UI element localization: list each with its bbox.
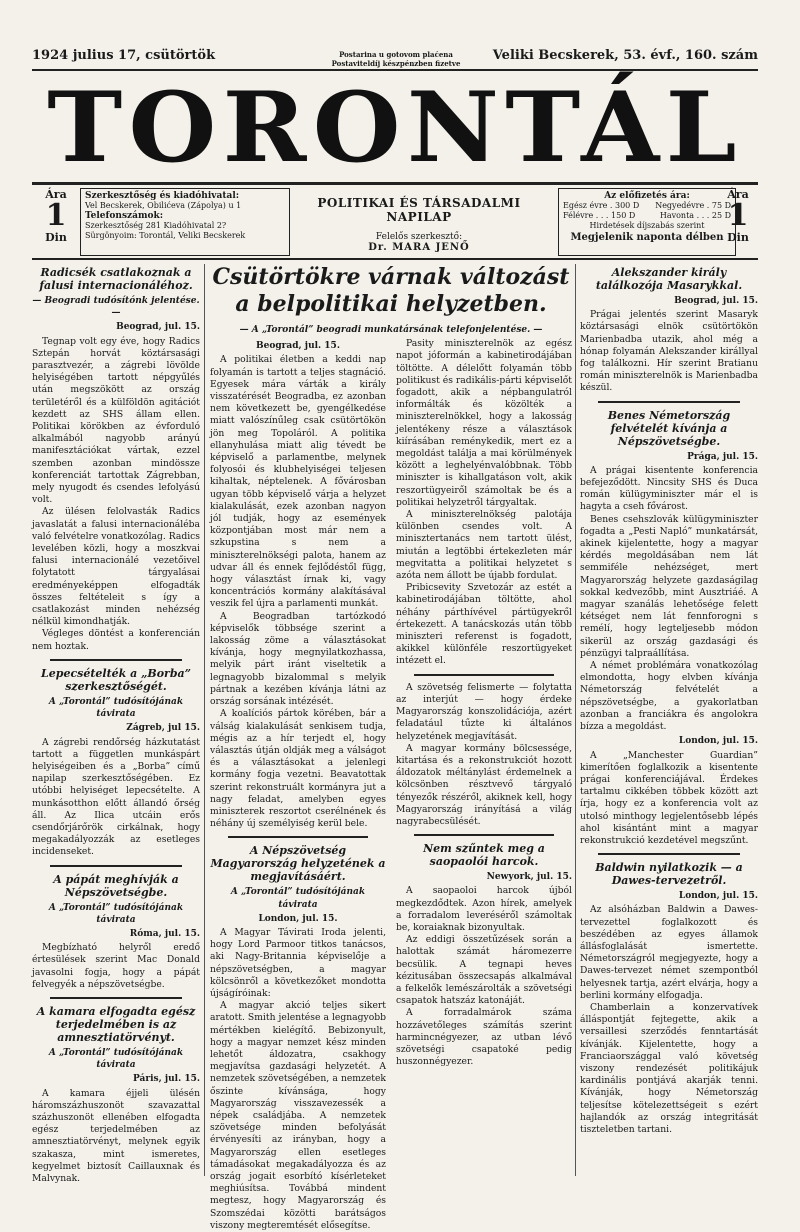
divider	[598, 853, 740, 855]
divider	[228, 836, 368, 838]
column-left: Radicsék csatlakoznak a falusi internacionáléhoz. — Beogradi tudósítónk jelentése. — Beograd, jul. 15. Tegnap volt egy éve, hogy Radics Sztepán horvát köztársasági parasztvezér, a zágrebi lövölde helyiségében tartott népgyűlés után megszökött az ország területéről és a külföldön agitációt kezdett az SHS állam ellen. Politikai körökben az évforduló alkalmából nagyobb arányú manifesztációkat vártak, ezzel szemben azonban mindössze konferenciát tartottak Zágrebban, mely nyugodt és csendes lefolyású volt. Az ülésen felolvasták Radics javaslatát a falusi internacionáléba való felvételre vonatkozólag. Radics levelében közli, hogy a moszkvai falusi internacionálé vezetőivel folytatott tárgyalásai eredményeképpen elfogadták összes feltételeit s így a csatlakozást minden nehézség nélkül kimondhatják. Végleges döntést a konferencián nem hoztak. Lepecsételték a „Borba” szerkesztőségét. A „Torontál” tudósítójának távirata Zágreb, jul 15. A zágrebi rendőrség házkutatást tartott a független munkáspárt helyiségeiben és a „Borba” című napilap szerkesztőségében. Ez utóbbi helyiséget lepecsételte. A munkásotthon előtt állandó őrség áll. Az Ilica utcáin erős csendőrjárőrök cirkálnak, hogy megakadályozzák az esetleges incidenseket. A pápát meghívják a Népszövetségbe. A „Torontál” tudósítójának távirata Róma, jul. 15. Megbízható helyről eredő értesülések szerint Mac Donald javasolni fogja, hogy a pápát felvegyék a népszövetségbe. A kamara elfogadta egész terjedelmében is az amnesztiatörvényt. A „Torontál” tudósítójának távirata Páris, jul. 15. A kamara éjjeli ülésén háromszázhuszonöt szavazattal százhuszonöt ellenében elfogadta egész terjedelmében az amnesztiatörvényt, melynek egyik szakasza, mint ismeretes, kegyelmet biztosít Caillauxnak és Malvynak.	[32, 266, 200, 1184]
column-separator	[575, 264, 576, 1176]
article-title: A kamara elfogadta egész terjedelmében is az amnesztiatörvényt.	[36, 1004, 196, 1044]
top-line	[32, 48, 758, 70]
article-title: Baldwin nyilatkozik — a Dawes-tervezetről.	[595, 861, 743, 888]
divider	[598, 401, 740, 403]
article-title: Radicsék csatlakoznak a falusi internacionáléhoz.	[39, 266, 193, 292]
divider	[50, 659, 182, 661]
article-title: Nem szűntek meg a saopaolói harcok.	[423, 842, 545, 869]
masthead-title: TORONTÁL	[47, 71, 743, 184]
article-title: A pápát meghívják a Népszövetségbe.	[53, 872, 179, 899]
article-title: Alekszander király találkozója Masarykkal.	[595, 266, 743, 292]
postal-note: Postarina u gotovom plaćena Postaviteldíj készpénzben fizetve	[331, 50, 461, 68]
issue-date: 1924 julius 17, csütörtök	[32, 48, 216, 63]
main-headline: Csütörtökre várnak változást a belpolitikai helyzetben.	[212, 264, 570, 317]
subscription-box: Az előfizetés ára: Egész évre . 300 D Negyedévre . 75 D Félévre . . . 150 D Havonta . . . 25 D Hirdetések díjszabás szerint Megjelenik naponta délben	[558, 188, 736, 256]
article-title: A Népszövetség Magyarország helyzetének a megjavításáért.	[210, 844, 386, 884]
issue-number: Veliki Becskerek, 53. évf., 160. szám	[492, 48, 758, 63]
column-separator	[204, 264, 205, 1176]
masthead-rule	[32, 182, 758, 185]
article-title: Lepecsételték a „Borba” szerkesztőségét.	[41, 666, 191, 693]
column-center: Csütörtökre várnak változást a belpolitikai helyzetben. — A „Torontál” beogradi munkatársának telefonjelentése. — Beograd, jul. 15. A politikai életben a keddi nap folyamán is tartott a teljes stagnáció. Egyesek mára várták a király visszatérését Beogradba, ez azonban nem következett be, gyengélkedése miatt valószínűleg csak csütörtökön jön meg Topoláról. A politika ellanyhulása miatt alig tévedt be képviselő a parlamentbe, melynek folyosói és klubhelyiségei teljesen kihaltak, néptelenek. A fővárosban ugyan több képviselő várja a helyzet kialakulását, ezek azonban nagyon jól tudják, hogy az események központjában most már nem a szkupstina s nem a miniszterelnökségi palota, hanem az udvar áll és ennek fejlődéstől függ, hogy választást írnak ki, vagy koncentrációs kormány alakításával veszik fel újra a parlamenti munkát. A Beogradban tartózkodó képviselők többsége szerint a lakosság zöme a választásokat kívánja, hogy megnyilatkozhassa, melyik párt iránt viseltetik a legnagyobb bizalommal s melyik pártnak a kezében kívánja látni az ország sorsának intézését. A koalíciós pártok körében, bár a válság kialakulását senkisem tudja, mégis az a hír terjedt el, hogy választás útján oldják meg a válságot és a választásokat a jelenlegi kormány fogja vezetni. Beavatottak szerint rekonstruált kormányra jut a nagy feladat, amelyben egyes miniszterek reszortot cserélnének és néhány új személyiség kerül bele. A Népszövetség Magyarország helyzetének a megjavításáért. A „Torontál” tudósítójának távirata London, jul. 15. A Magyar Távirati Iroda jelenti, hogy Lord Parmoor titkos tanácsos, aki Nagy-Britannia képviselője a népszövetségben, a magyar kölcsönről a következőket mondotta újságíróinak: A magyar akció teljes sikert aratott. Smith jelentése a legnagyobb mértékben kielégítő. Bebizonyult, hogy a magyar nemzet kész minden lehetőt áldozatra, csakhogy megjavítsa gazdasági helyzetét. A nemzetek szövetségében, a nemzetek őszinte kívánsága, hogy Magyarország visszavezessék a népek családjába. A nemzetek szövetsége minden befolyását érvényesíti az irányban, hogy a Magyarország ellen esetleges támadásokat megakadályozza és az ország jogait esorbító kísérleteket meghiúsítsa. Továbbá mindent megtesz, hogy Magyarország és Szomszédai közötti barátságos viszony megteremtését elősegítse. Pasity miniszterelnök az egész napot jóformán a kabinetirodájában töltötte. A délelőtt folyamán több politikust és radikális-párti képviselőt fogadott, akik a népbangulatról informálták és közölték a miniszterelnökkel, hogy a lakosság jelentékeny része a választások kiírásában reménykedik, mert ez a megoldást találja a mai körülmények között a leghelyénvalóbbnak. Több miniszter is kihallgatáson volt, akik reszortügyeiről számoltak be és a politikai helyzetről tárgyaltak. A miniszterelnökség palotája különben csendes volt. A minisztertanács nem tartott ülést, miután a legtöbbi értekezleten már megvitatta a politikai helyzetet s azóta nem állott be újabb fordulat. Pribicsevity Szvetozár az estét a kabinetirodájában töltötte, ahol néhány párthívével pártügyekről értekezett. A tanácskozás után több miniszteri referenst is fogadott, akikkel különféle reszortügyeket intézett el. A szövetség felismerte — folytatta az interjút — hogy érdeke Magyarország konszolidációja, azért feladatául tűzte ki általános helyzetének megjavítását. A magyar kormány bölcsessége, kitartása és a rekonstrukciót hozott áldozatok méltánylást érdemelnek a kölcsönben résztvevő tárgyaló tényezők részéről, akiknek kell, hogy Magyarország irányításá a világ nagyrabecsülését. Nem szűntek meg a saopaolói harcok. Newyork, jul. 15. A saopaoloi harcok újból megkezdődtek. Azon hírek, amelyek a forradalom leveréséről számoltak be, koraiaknak bizonyultak. Az eddigi összetűzések során a halottak számát háromezerre becsülik. A tegnapi heves kézitusában összecsapás alkalmával a felkelők lemészárolták a szövetségi csapatok hatszáz katonáját. A forradalmárok száma hozzávetőleges számítás szerint harmincnégyezer, az utban lévő szövetségi csapatoké pedig huszonnégyezer.	[210, 264, 572, 1231]
price-left: Ára 1 Din	[45, 188, 67, 244]
divider	[414, 674, 554, 676]
divider	[50, 865, 182, 867]
office-box: Szerkesztőség és kiadóhivatal: Vel Becskerek, Obilićeva (Zápolya) u 1 Telefonszámok: Szerkesztőség 281 Kiadóhivatal 2? Sürgönyoim: Torontál, Veliki Becskerek	[80, 188, 290, 256]
column-right: Alekszander király találkozója Masarykkal. Beograd, jul. 15. Prágai jelentés szerint Masaryk köztársasági elnök csütörtökön Marienbadba utazik, ahol még a hónap folyamán Alekszander királlyal fog találkozni. Hír szerint Bratianu román miniszterelnök is Marienbadba készül. Benes Németország felvételét kívánja a Népszövetségbe. Prága, jul. 15. A prágai kisentente konferencia befejeződött. Nincsity SHS és Duca román külügyminiszter már el is hagyta a cseh fővárost. Benes csehszlovák külügyminiszter fogadta a „Pesti Napló” munkatársát, akinek kijelentette, hogy a magyar kérdés megoldásában nem lát semmiféle nehézséget, mert Magyarország helyzete gazdaságilag sokkal kedvezőbb, mint Ausztriáé. A magyar szanálás lehetősége felett kétséget nem lát fennforogni s remélí, hogy legteljesebb módon sikerül az ország gazdasági és pénzügyi talpraállítása. A német problémára vonatkozólag elmondotta, hogy elvben kívánja Németország felvételét a népszövetségbe, a gyakorlatban azonban a franciákra és angolokra bízza a megoldást. London, jul. 15. A „Manchester Guardian” kimerítően foglalkozik a kisentente prágai konferenciájával. Érdekes tartalmu cikkében többek között azt írja, hogy ez a konferencia volt az utolsó minthogy legjelentősebb lépés ahol kisántánt mint a magyar rekonstrukció kezdetével megszűnt. Baldwin nyilatkozik — a Dawes-tervezetről. London, jul. 15. Az alsóházban Baldwin a Dawes-tervezettel foglalkozott és beszédében az egyes államok állásfoglalását ismertette. Németországról megjegyezte, hogy a Dawes-tervezet német szempontból helyesnek tartja, azért elvárja, hogy a berlini kormány elfogadja. Chamberlain a konzervatívek álláspontját fejtegette, akik a versaillesi szerződés fenntartását kívánják. Kijelentette, hogy a Franciaországgal való követség viszony rendezését politikájuk kardinális pontjává akarják tenni. Kívánják, hogy Németország teljesítse kötelezettségeit s ezért hajlandók az ország integritását tiszteletben tartani.	[580, 266, 758, 1135]
article-title: Benes Németország felvételét kívánja a Népszövetségbe.	[607, 408, 731, 448]
price-right: Ára 1 Din	[727, 188, 749, 244]
header-rule	[32, 258, 758, 260]
paper-type: POLITIKAI ÉS TÁRSADALMI NAPILAP Felelős szerkesztő: Dr. MARA JENŐ	[317, 196, 521, 253]
info-bar	[32, 188, 758, 252]
divider	[50, 997, 182, 999]
divider	[414, 834, 554, 836]
